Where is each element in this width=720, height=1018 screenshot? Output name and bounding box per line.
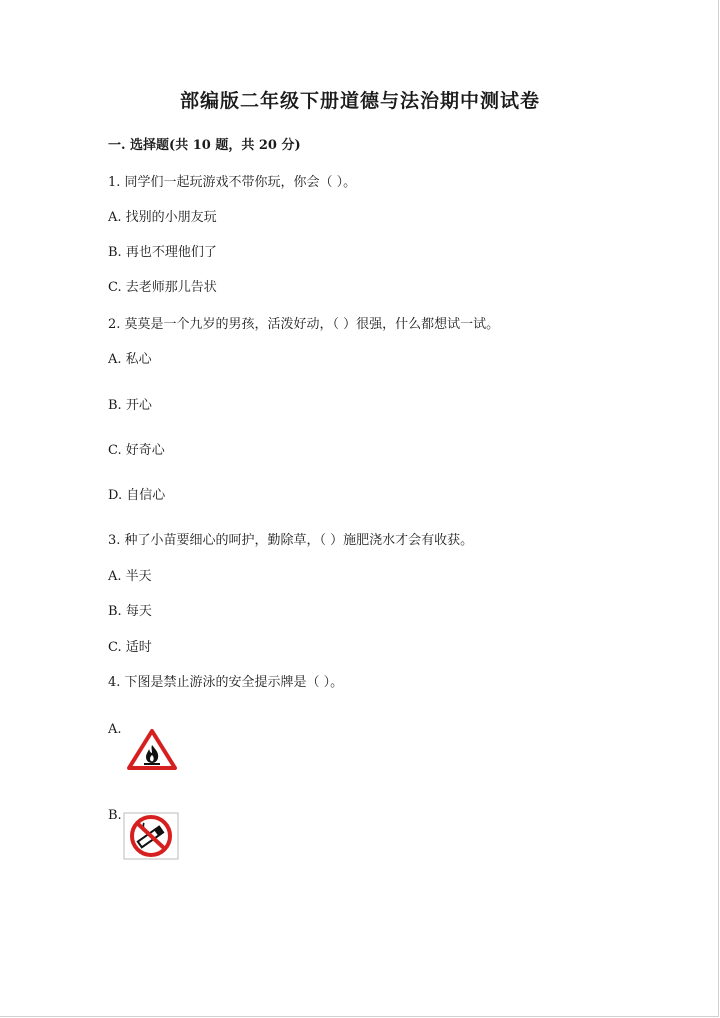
question-4-stem: 4. 下图是禁止游泳的安全提示牌是（ ）。 — [108, 675, 344, 690]
question-4-option-a: A. — [108, 722, 122, 737]
question-1-option-b: B. 再也不理他们了 — [108, 245, 217, 260]
question-3-option-a: A. 半天 — [108, 569, 152, 584]
question-1-option-a: A. 找别的小朋友玩 — [108, 210, 217, 225]
question-3-stem: 3. 种了小苗要细心的呵护，勤除草，（ ）施肥浇水才会有收获。 — [108, 533, 474, 548]
question-2-option-a: A. 私心 — [108, 352, 152, 367]
question-2-option-b: B. 开心 — [108, 398, 152, 413]
question-3-option-c: C. 适时 — [108, 640, 152, 655]
question-4-option-b: B. — [108, 808, 122, 823]
page-title: 部编版二年级下册道德与法治期中测试卷 — [179, 90, 540, 112]
question-1-option-c: C. 去老师那儿告状 — [108, 280, 217, 295]
question-2-stem: 2. 莫莫是一个九岁的男孩，活泼好动，（ ）很强，什么都想试一试。 — [108, 317, 500, 332]
question-2-option-d: D. 自信心 — [108, 488, 166, 503]
question-1-stem: 1. 同学们一起玩游戏不带你玩，你会（ ）。 — [108, 175, 357, 190]
question-3-option-b: B. 每天 — [108, 604, 152, 619]
question-2-option-c: C. 好奇心 — [108, 443, 165, 458]
section-heading: 一. 选择题(共 10 题，共 20 分) — [108, 138, 301, 153]
no-smoking-sign-icon — [123, 812, 179, 860]
fire-warning-sign-icon — [126, 728, 178, 772]
